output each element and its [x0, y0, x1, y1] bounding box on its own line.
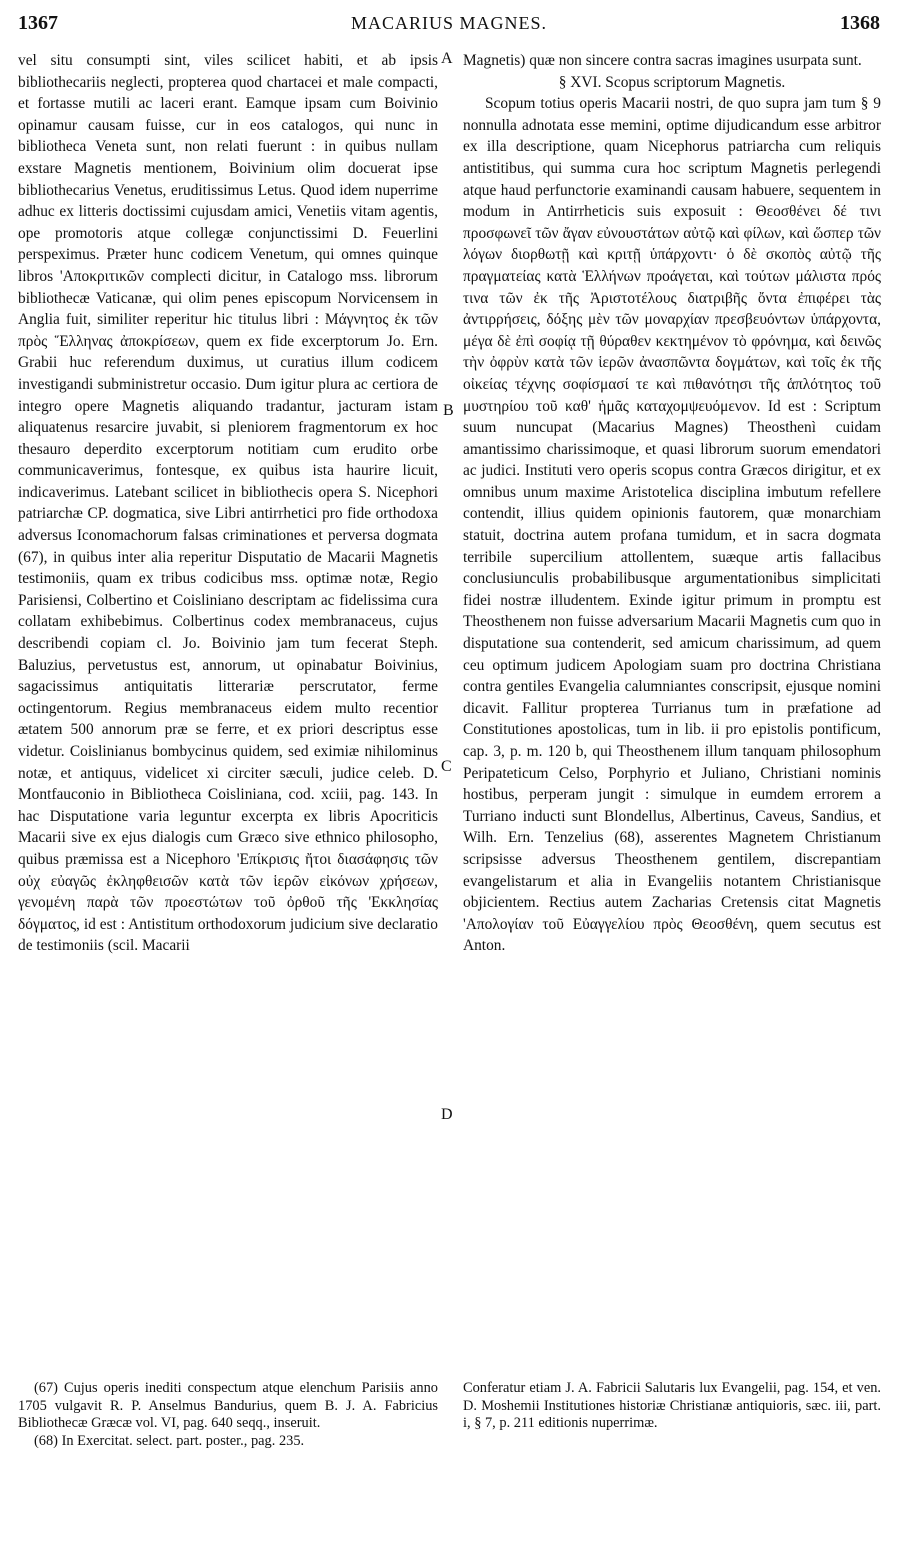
section-heading: § XVI. Scopus scriptorum Magnetis.: [558, 73, 786, 91]
footnotes-right: [463, 1380, 881, 1433]
left-column-text: vel situ consumpti sint, viles scilicet habiti, et ab ipsis bibliothecariis neglecti, propterea quod chartacei et male compacti, et fortasse mutili ac laceri erant. Eamque ipsam cum Boivinio opinamur causam fuisse, cur in eos catalogos, qui nunc in bibliotheca Veneta sunt, non relati fuerunt : in quibus nullam exstare Magnetis mentionem, Boivinium olim docuerat ipse bibliothecarius Venetus, eruditissimus Letus. Quod idem nuperrime adhuc ex litteris doctissimi cujusdam amici, Venetiis vitam agentis, ope promotoris atque collegæ conjunctissimi D. Feuerlini perspeximus. Præter hunc codicem Venetum, qui omnes quinque libros 'Αποκριτικῶν complecti dicitur, in Catalogo mss. librorum bibliothecæ Vaticanæ, qui olim penes episcopum Norvicensem in Anglia fuit, similiter reperitur hic titulus libri : Μάγνητος ἐκ τῶν πρὸς Ἕλληνας ἀποκρίσεων, quem ex fide excerptorum Jo. Ern. Grabii huc referendum duximus, ut curatius illum codicem investigandi subministretur occasio. Dum igitur plura ac certiora de integro opere Magnetis aliquando tradantur, jacturam istam aliquatenus resarcire juvabit, si pleniorem fragmentorum ex hoc thesauro deperdito excerptorum notitiam cum erudito orbe communicaverimus, fontesque, ex quibus ista haurire licuit, indicaverimus. Latebant scilicet in bibliothecis opera S. Nicephori patriarchæ CP. dogmatica, sive Libri antirrhetici pro fide orthodoxa adversus Iconomachorum falsas criminationes et perversa dogmata (67), in quibus inter alia reperitur Disputatio de Macarii Magnetis testimoniis, quam ex tribus codicibus mss. optimæ notæ, Regio Parisiensi, Colbertino et Coisliniano descriptam ac fidelissima cura collatam exhibebimus. Colbertinus codex membranaceus, cujus describendi copiam cl. Jo. Boivinio jam tum fecerat Steph. Baluzius, pervetustus est, annorum, ut opinabatur Boivinius, sagacissimus antiquitatis litterariæ perscrutator, ferme octingentorum. Regius membranaceus eidem multo recentior ætatem 500 annorum præ se ferre, et ex priori descriptus esse videtur. Coislinianus bombycinus quidem, sed eximiæ nihilominus notæ, et antiquus, videlicet xi circiter sæculi, judice celeb. D. Montfauconio in Bibliotheca Coisliniana, cod. xciii, pag. 143. In hac Disputatione varia leguntur excerpta ex libris Apocriticis Macarii sive ex ejus dialogis cum Græco sive ethnico philosopho, quibus præmissa est a Nicephoro 'Επίκρισις ἤτοι διασάφησις τῶν οὐχ εὐαγῶς ἐκληφθεισῶν κατὰ τῶν ἱερῶν εἰκόνων χρήσεων, γενομένη παρὰ τῶν προεστώτων τοῦ ὀρθοῦ τῆς 'Εκκλησίας δόγματος, id est : Antistitum orthodoxorum judicium sive declaratio de testimoniis (scil. Macarii: [18, 52, 438, 955]
running-title: MACARIUS MAGNES.: [350, 13, 548, 33]
right-column-continuation: Magnetis) quæ non sincere contra sacras imagines usurpata sunt.: [463, 52, 862, 69]
section-marker-b: B: [443, 402, 454, 419]
page-number-right: 1368: [840, 12, 880, 34]
page-header: [18, 12, 880, 38]
left-column: [18, 50, 438, 957]
section-marker-d: D: [441, 1106, 453, 1123]
footnotes-left: [18, 1380, 438, 1450]
footnote-continuation: Conferatur etiam J. A. Fabricii Salutaris lux Evangelii, pag. 154, et ven. D. Moshemii Institutiones historiæ Christianæ antiquioris, sæc. iii, part. i, § 7, p. 211 editionis nuperrimæ.: [463, 1380, 881, 1431]
footnote-68: (68) In Exercitat. select. part. poster., pag. 235.: [34, 1432, 305, 1449]
footnote-67: (67) Cujus operis inediti conspectum atque elenchum Parisiis anno 1705 vulgavit R. P. Anselmus Bandurius, quem B. J. A. Fabricius Bibliothecæ Græcæ vol. VI, pag. 640 seqq., inseruit.: [18, 1380, 438, 1431]
section-marker-c: C: [441, 758, 452, 775]
right-column: [463, 50, 881, 957]
right-column-body: Scopum totius operis Macarii nostri, de quo supra jam tum § 9 nonnulla adnotata esse memini, optime dijudicandum esse arbitror ex illa descriptione, quam Nicephorus patriarcha cum reliquis antistitibus, qui summa cura hoc scriptum Magnetis perlegendi atque haud perfunctorie examinandi causam habuere, sequentem in modum in Antirrheticis suis exposuit : Θεοσθένει δέ τινι προσφωνεῖ τῶν ἄγαν εὐνουστάτων αὐτῷ καὶ φίλων, καὶ ὥσπερ τῶν λόγων διορθωτῇ καὶ κριτῇ ὑπάρχοντι· ὁ δὲ σκοπὸς αὐτῷ τῆς πραγματείας κατὰ Ἑλλήνων προάγεται, καὶ τούτων μάλιστα πρός τινα τῶν ἐκ τῆς Ἀριστοτέλους διατριβῆς ὄντα ἐπιφέρει τὰς ἀντιρρήσεις, δόξης μὲν τῶν μοναρχίαν πρεσβευόντων ὑπάρχοντα, μέγα δὲ ἐπὶ σοφίᾳ τῇ θύραθεν κεκτημένον τὸ φρόνημα, καὶ δεινῶς τὴν ὀφρὺν κατὰ τῶν ἱερῶν ἀνασπῶντα δογμάτων, καὶ τοῖς ἐκ τῆς οἰκείας τέχνης σοφίσμασί τε καὶ πιθανότησι τῆς ἁπλότητος τοῦ μυστηρίου τοῦ καθ' ἡμᾶς καταχομψευόμενον. Id est : Scriptum suum nuncupat (Macarius Magnes) Theosthenì cuidam amantissimo charissimoque, et quasi librorum suorum emendatori ac judici. Instituti vero operis scopus contra Græcos dirigitur, et ex omnibus unum maxime Aristotelica disciplina imbutum refellere contendit, illius quidem opinionis fautorem, quæ monarchiam statuit, doctrina autem profana tumidum, et in sacra dogmata terribile supercilium attollentem, suæque artis fallacibus conclusiunculis probabilibusque argumentationibus simplicitati fidei nostræ illudentem. Exinde igitur primum in promptu est Theosthenem non fuisse adversarium Macarii Magnetis cum quo in disputatione sua contenderit, sed amicum charissimum, ad quem ceu optimum judicem Apologiam suam pro doctrina Christiana contra gentiles Evangelia calumniantes conscripsit, ejusque nomini dicavit. Fallitur propterea Turrianus tum in præfatione ad Constitutiones apostolicas, tum in lib. ii pro epistolis pontificum, cap. 3, p. m. 120 b, qui Theosthenem illum tanquam philosophum Peripateticum Celso, Porphyrio et Juliano, Christiani nominis hostibus, perperam jungit : simulque in eumdem errorem a Turriano inducti sunt Blondellus, Albertinus, Caveus, Sandius, et Wilh. Ern. Tenzelius (68), asserentes Magnetem Christianum scripsisse adversus Theosthenem gentilem, discrepantiam evangelistarum et alia in Evangeliis notantem Christianisque objicientem. Rectius autem Zacharias Cretensis citat Magnetis 'Απολογίαν τοῦ Εὐαγγελίου πρὸς Θεοσθένη, quem secutus est Anton.: [463, 95, 881, 955]
section-marker-a: A: [441, 50, 453, 67]
page-number-left: 1367: [18, 12, 58, 34]
